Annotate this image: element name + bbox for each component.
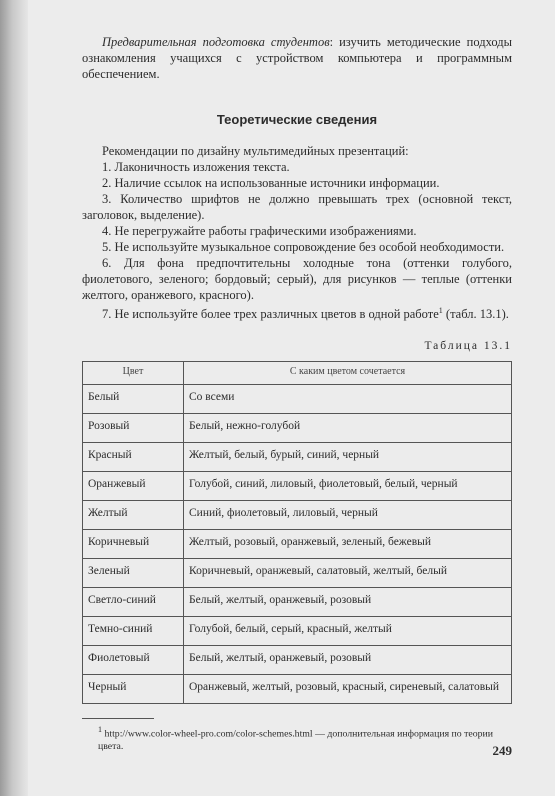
footnote bbox=[82, 723, 512, 753]
recommendation-item: 6. Для фона предпочтительны холодные тона (оттенки голубого, фиолетового, зеленого; бордовый; серый), для рисунков — теплые (оттенки желтого, оранжевого, красного). bbox=[82, 256, 512, 302]
table-row bbox=[83, 472, 512, 501]
combination-cell: Белый, желтый, оранжевый, розовый bbox=[184, 646, 512, 675]
combination-cell: Синий, фиолетовый, лиловый, черный bbox=[184, 501, 512, 530]
page-content bbox=[82, 34, 512, 753]
item7-text: 7. Не используйте более трех различных цветов в одной работе bbox=[102, 307, 439, 322]
item7-tail: (табл. 13.1). bbox=[445, 307, 509, 322]
table-row bbox=[83, 385, 512, 414]
table-caption: Таблица 13.1 bbox=[424, 340, 512, 353]
recommendation-item-7 bbox=[82, 303, 512, 322]
combination-cell: Белый, нежно-голубой bbox=[184, 414, 512, 443]
color-cell: Оранжевый bbox=[83, 472, 184, 501]
table-row bbox=[83, 617, 512, 646]
recommendation-item: 3. Количество шрифтов не должно превышать трех (основной текст, заголовок, выделение). bbox=[82, 192, 512, 222]
table-header-row bbox=[83, 362, 512, 385]
footnote-divider bbox=[82, 718, 154, 719]
color-cell: Темно-синий bbox=[83, 617, 184, 646]
table-row bbox=[83, 501, 512, 530]
combination-cell: Со всеми bbox=[184, 385, 512, 414]
color-cell: Зеленый bbox=[83, 559, 184, 588]
combination-cell: Оранжевый, желтый, розовый, красный, сиреневый, салатовый bbox=[184, 675, 512, 704]
combination-cell: Желтый, белый, бурый, синий, черный bbox=[184, 443, 512, 472]
page-number: 249 bbox=[492, 743, 512, 758]
table-row bbox=[83, 675, 512, 704]
table-row bbox=[83, 588, 512, 617]
header-color: Цвет bbox=[83, 362, 184, 385]
recommendation-item: 5. Не используйте музыкальное сопровождение без особой необходимости. bbox=[102, 240, 505, 254]
footnote-ref: 1 bbox=[438, 306, 443, 315]
table-row bbox=[83, 530, 512, 559]
intro-text: : изучить методические подходы ознакомления учащихся с устройством компьютера и программным обеспечением. bbox=[82, 35, 512, 81]
color-cell: Желтый bbox=[83, 501, 184, 530]
table-row bbox=[83, 559, 512, 588]
intro-paragraph bbox=[82, 34, 512, 82]
intro-label: Предварительная подготовка студентов bbox=[102, 35, 330, 49]
color-cell: Розовый bbox=[83, 414, 184, 443]
table-row bbox=[83, 414, 512, 443]
table-row bbox=[83, 443, 512, 472]
color-cell: Белый bbox=[83, 385, 184, 414]
footnote-mark: 1 bbox=[98, 725, 102, 735]
recommendations-heading: Рекомендации по дизайну мультимедийных презентаций: bbox=[102, 144, 409, 158]
combination-cell: Коричневый, оранжевый, салатовый, желтый, белый bbox=[184, 559, 512, 588]
color-combination-table bbox=[82, 361, 512, 704]
combination-cell: Голубой, синий, лиловый, фиолетовый, белый, черный bbox=[184, 472, 512, 501]
table-body bbox=[83, 385, 512, 704]
color-cell: Черный bbox=[83, 675, 184, 704]
table-row bbox=[83, 646, 512, 675]
combination-cell: Голубой, белый, серый, красный, желтый bbox=[184, 617, 512, 646]
color-cell: Красный bbox=[83, 443, 184, 472]
section-title: Теоретические сведения bbox=[216, 112, 378, 127]
footnote-text: http://www.color-wheel-pro.com/color-schemes.html — дополнительная информация по теории цвета. bbox=[98, 728, 494, 753]
combination-cell: Желтый, розовый, оранжевый, зеленый, бежевый bbox=[184, 530, 512, 559]
recommendation-item: 2. Наличие ссылок на использованные источники информации. bbox=[102, 176, 440, 190]
recommendation-item: 4. Не перегружайте работы графическими изображениями. bbox=[102, 224, 417, 238]
combination-cell: Белый, желтый, оранжевый, розовый bbox=[184, 588, 512, 617]
header-combination: С каким цветом сочетается bbox=[184, 362, 512, 385]
color-cell: Фиолетовый bbox=[83, 646, 184, 675]
recommendation-item: 1. Лаконичность изложения текста. bbox=[102, 160, 290, 174]
color-cell: Коричневый bbox=[83, 530, 184, 559]
color-cell: Светло-синий bbox=[83, 588, 184, 617]
spine-shadow bbox=[0, 0, 28, 796]
